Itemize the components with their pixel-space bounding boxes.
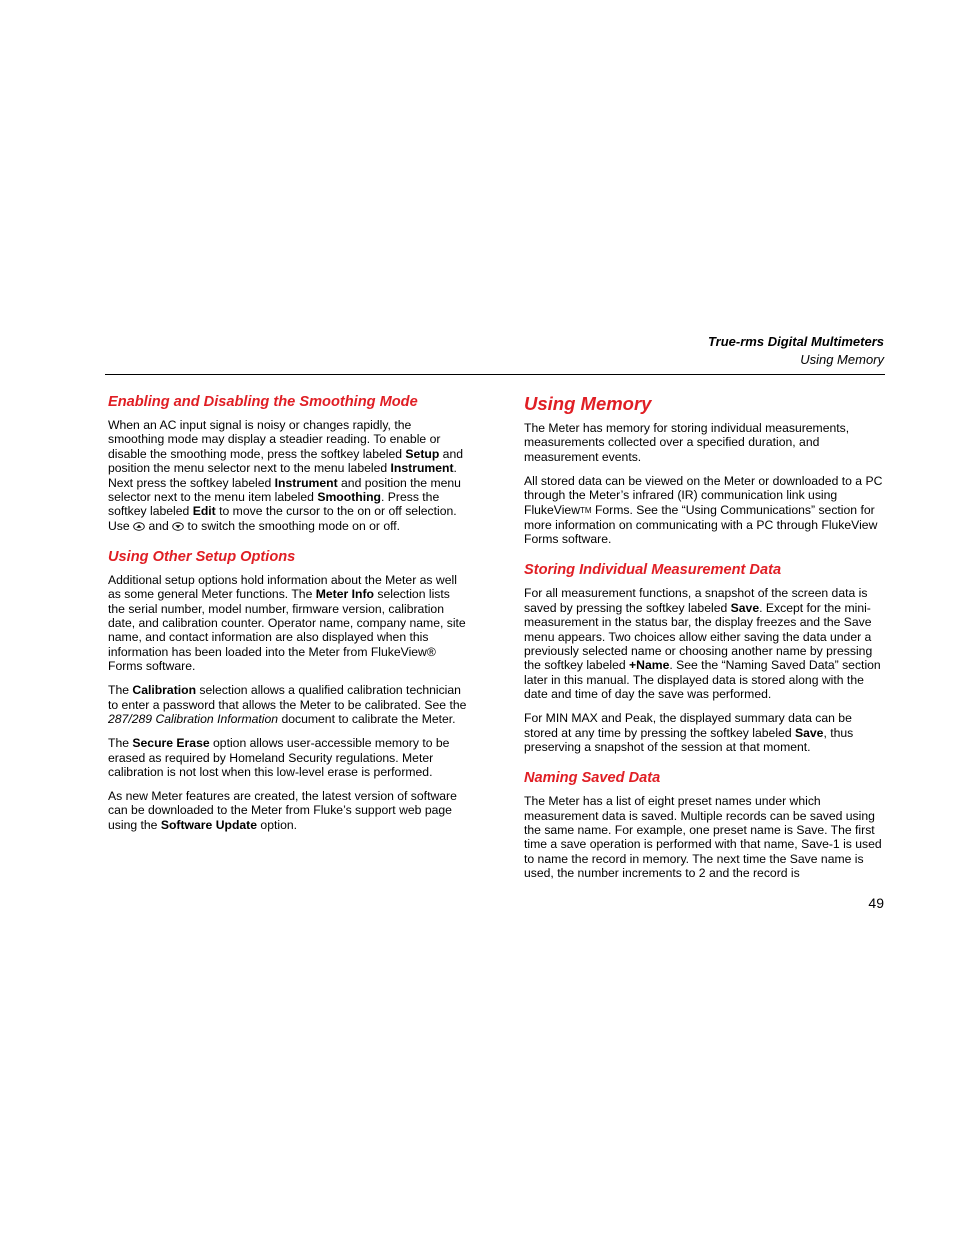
other-setup-paragraph-4 (108, 789, 470, 832)
section-using-memory (524, 393, 886, 547)
instrument-softkey-label: Instrument (274, 475, 338, 490)
page-number: 49 (868, 895, 884, 911)
meter-info-label: Meter Info (315, 587, 374, 602)
down-arrow-key-icon (172, 522, 184, 531)
text-run: When an AC input signal is noisy or changes rapidly, the smoothing mode may display a steadier reading. To enable or disable the smoothing mode, press the softkey labeled (108, 418, 441, 461)
text-run: option. (257, 817, 298, 832)
header-doc-title: True-rms Digital Multimeters (707, 334, 884, 349)
smoothing-heading: Enabling and Disabling the Smoothing Mode (108, 394, 418, 410)
text-run: As new Meter features are created, the latest version of software can be downloaded to the Meter from Fluke’s support web page using the (108, 788, 457, 832)
header-rule (105, 374, 885, 375)
trademark-symbol: TM (580, 505, 592, 515)
text-run: document to calibrate the Meter. (278, 712, 456, 727)
left-column (108, 393, 470, 842)
edit-softkey-label: Edit (192, 504, 216, 519)
smoothing-menu-label: Smoothing (317, 490, 381, 505)
using-memory-heading: Using Memory (524, 393, 652, 414)
text-run: option allows user-accessible memory to be erased as required by Homeland Security regulations. Meter calibration is not lost when this low-level erase is performed. (108, 736, 450, 779)
text-run: . Press the softkey labeled (108, 490, 440, 519)
text-run: For all measurement functions, a snapshot of the screen data is saved by pressing the softkey labeled (524, 586, 868, 615)
save-softkey-label: Save (730, 600, 760, 615)
calibration-label: Calibration (132, 683, 197, 698)
text-run: All stored data can be viewed on the Meter or downloaded to a PC through the Meter’s infrared (IR) communication link using FlukeView (524, 473, 883, 517)
section-naming-saved-data (524, 769, 886, 880)
text-run: Additional setup options hold information about the Meter as well as some general Meter functions. The (108, 572, 457, 602)
naming-heading: Naming Saved Data (524, 770, 661, 787)
other-setup-heading: Using Other Setup Options (108, 548, 296, 565)
text-run: . Next press the softkey labeled (108, 461, 457, 490)
text-run: , thus preserving a snapshot of the session at that moment. (524, 725, 854, 755)
text-run: selection lists the serial number, model number, firmware version, calibration date, and calibration counter. Operator name, company name, site name, and contact information are also displayed when this information has been loaded into the Meter from FlukeView® Forms software. (108, 587, 466, 674)
section-other-setup-options (108, 548, 470, 832)
text-run: to switch the smoothing mode on or off. (184, 518, 401, 533)
storing-heading: Storing Individual Measurement Data (524, 562, 782, 579)
text-run: For MIN MAX and Peak, the displayed summary data can be stored at any time by pressing the softkey labeled (524, 711, 852, 740)
other-setup-paragraph-3 (108, 736, 470, 779)
secure-erase-label: Secure Erase (132, 736, 210, 751)
other-setup-paragraph-1 (108, 573, 470, 674)
naming-paragraph-1: The Meter has a list of eight preset names under which measurement data is saved. Multiple records can be saved using the same name. For example, one preset name is Save. The first time a save operation is performed with that name, Save-1 is used to name the record in memory. The next time the Save name is used, the number increments to 2 and the record is (524, 794, 882, 881)
memory-paragraph-1: The Meter has memory for storing individual measurements, measurements collected over a specified duration, and measurement events. (524, 421, 850, 464)
running-header (708, 333, 884, 369)
section-storing-individual-data (524, 561, 886, 754)
save-softkey-label: Save (794, 725, 824, 740)
header-section-title: Using Memory (800, 352, 884, 367)
text-run: to move the cursor to the on or off selection. Use (108, 504, 457, 533)
text-run: . Except for the mini-measurement in the status bar, the display freezes and the Save menu appears. Two choices allow either saving the data under a previously selected name or choosing another name by pressing the softkey labeled (524, 600, 873, 673)
instrument-menu-label: Instrument (390, 461, 454, 476)
software-update-label: Software Update (160, 817, 258, 832)
setup-softkey-label: Setup (405, 446, 440, 461)
storing-paragraph-2 (524, 711, 886, 754)
memory-paragraph-2 (524, 474, 886, 547)
plus-name-softkey-label: +Name (629, 658, 670, 673)
text-run: Forms. See the “Using Communications” section for more information on communicating with a PC through FlukeView Forms software. (524, 502, 878, 547)
up-arrow-key-icon (133, 522, 145, 531)
text-run: and (145, 518, 173, 533)
text-run: selection allows a qualified calibration technician to enter a password that allows the Meter to be calibrated. See the (108, 683, 467, 712)
text-run: The (108, 736, 133, 751)
storing-paragraph-1 (524, 586, 886, 701)
text-run: and position the menu selector next to the menu item labeled (108, 475, 461, 505)
section-smoothing-mode (108, 393, 470, 533)
calibration-doc-title: 287/289 Calibration Information (108, 712, 279, 727)
smoothing-paragraph (108, 418, 470, 533)
text-run: and position the menu selector next to the menu labeled (108, 446, 464, 476)
other-setup-paragraph-2 (108, 683, 470, 726)
text-run: . See the “Naming Saved Data” section later in this manual. The displayed data is stored along with the date and time of day the save was performed. (524, 658, 881, 702)
right-column (524, 393, 886, 890)
text-run: The (108, 683, 133, 698)
